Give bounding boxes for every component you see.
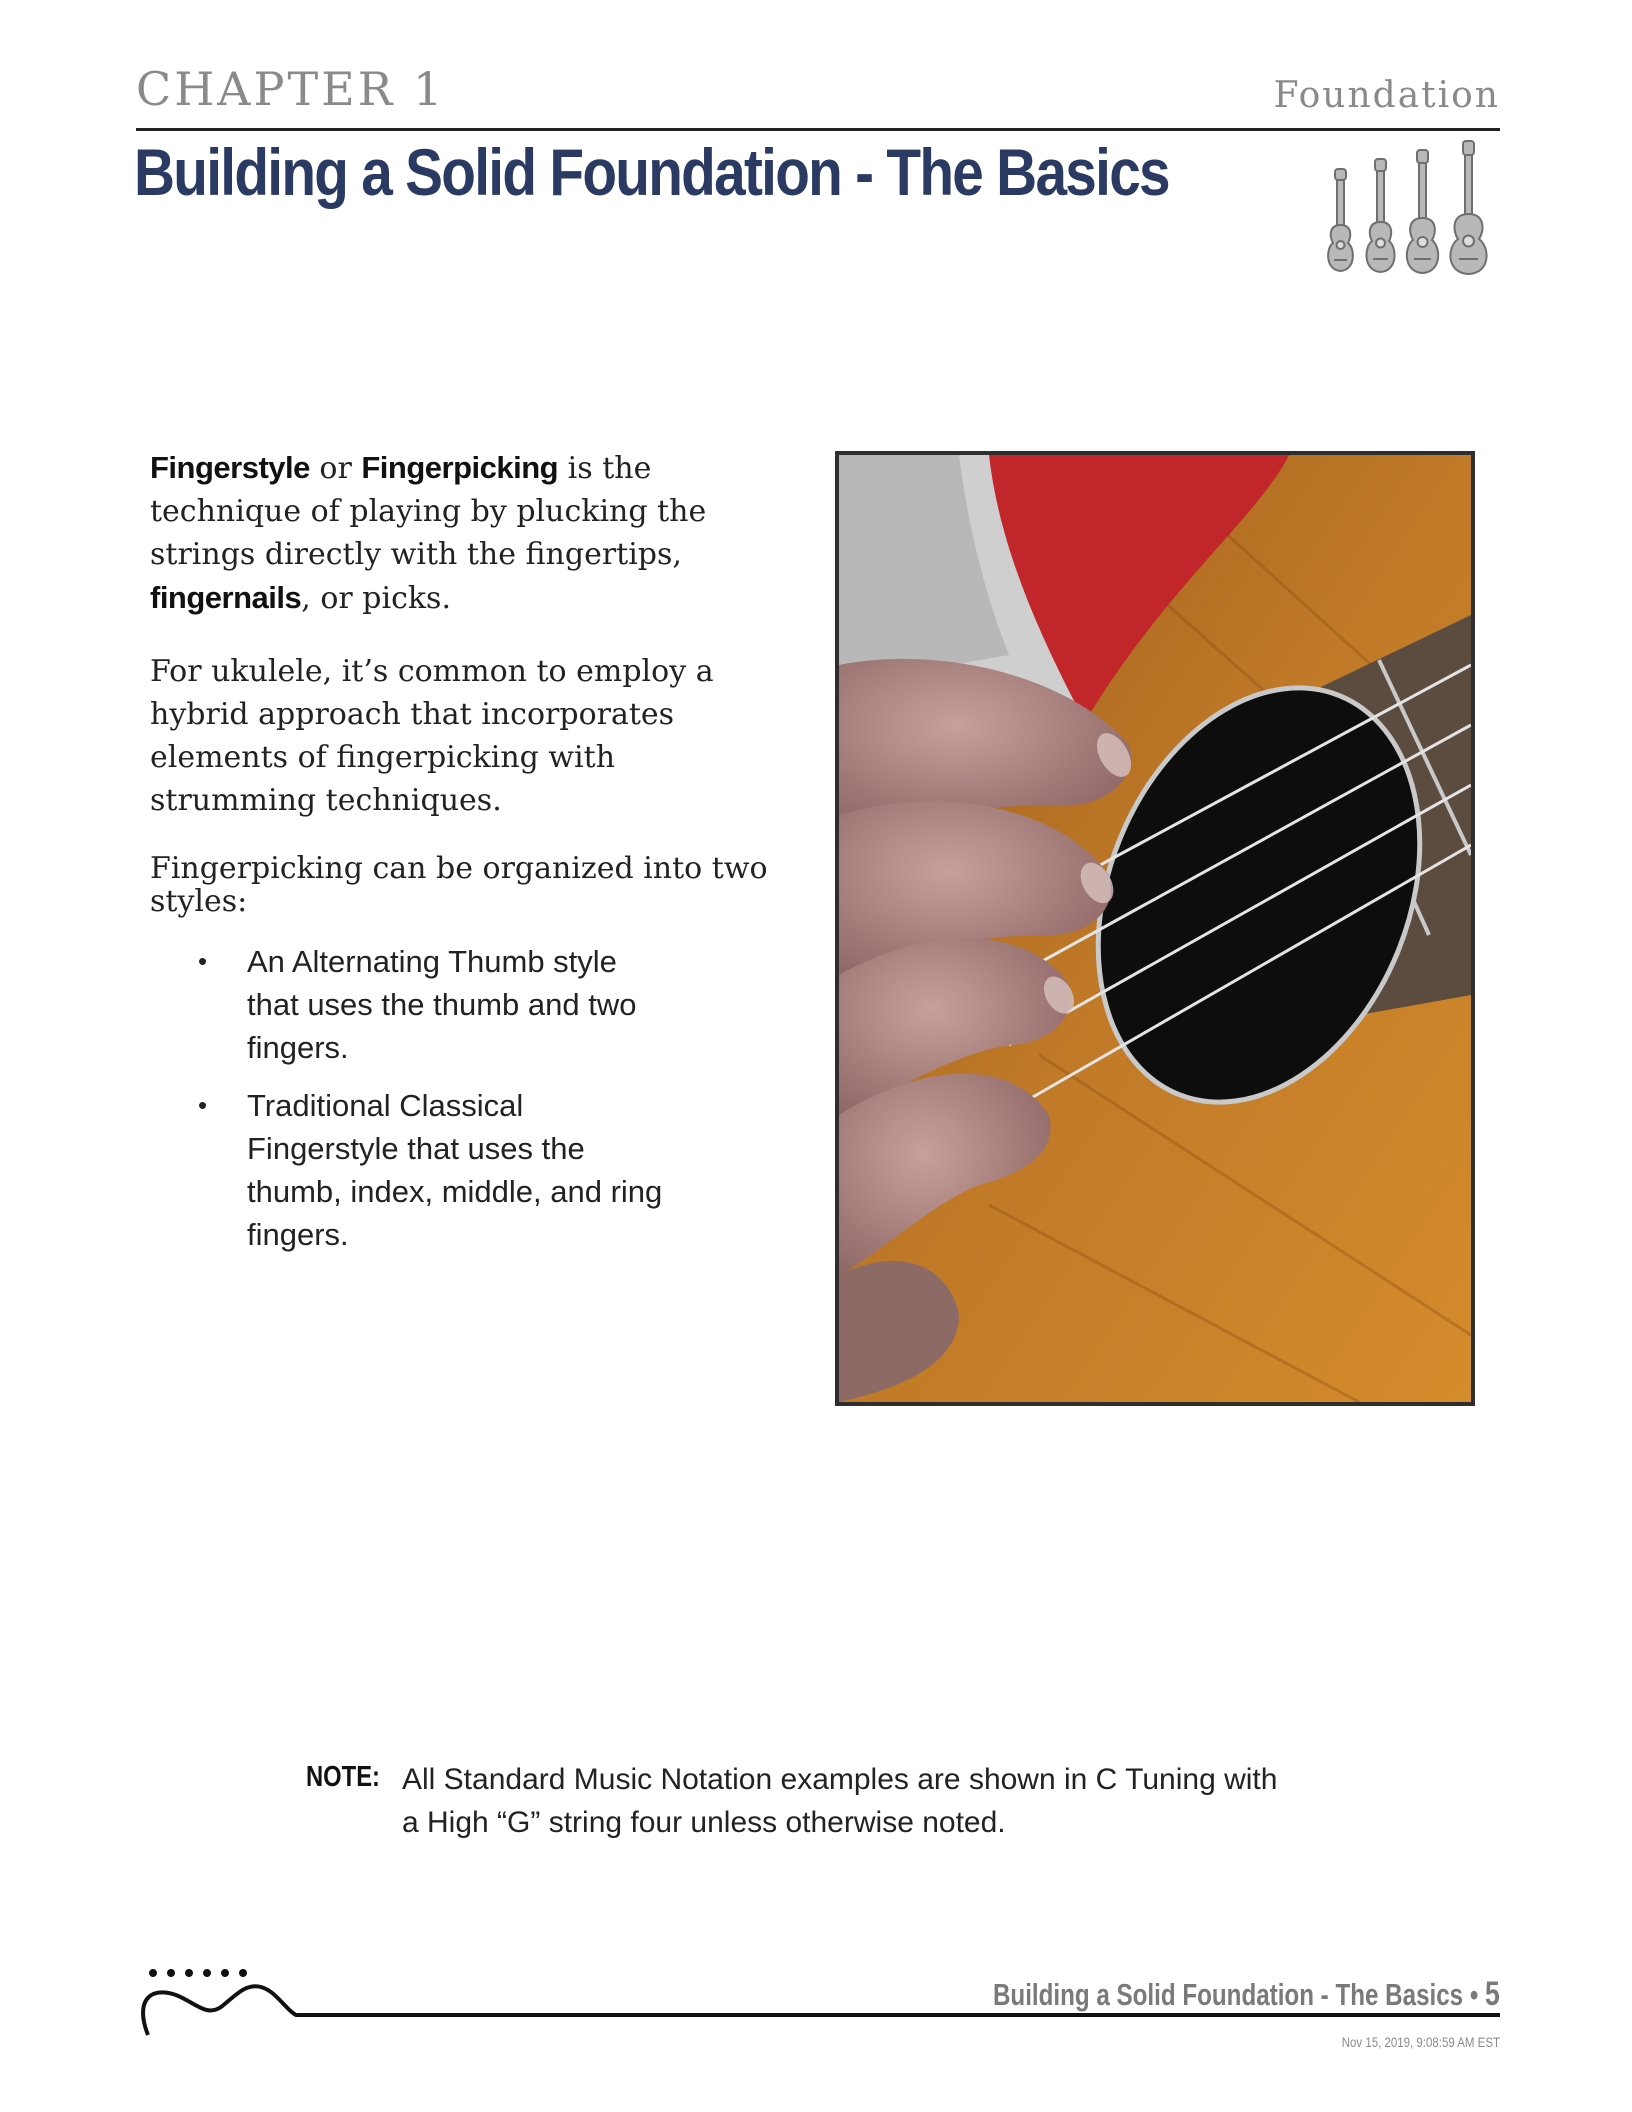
note-text: All Standard Music Notation examples are shown in C Tuning with a High “G” string four unless otherwise noted. [402, 1763, 1278, 1839]
dots-decoration [149, 1969, 247, 1977]
note-label: NOTE: [306, 1761, 380, 1793]
footer-separator: • [1463, 1977, 1486, 2012]
ukulele-icon [1450, 141, 1486, 274]
ukulele-icon [1328, 169, 1353, 271]
bullet-icon: • [198, 1090, 208, 1120]
footer-title: Building a Solid Foundation - The Basics • 5 [993, 1975, 1500, 2013]
styles-list [150, 940, 790, 1256]
bullet-icon: • [198, 946, 208, 976]
page-number: 5 [1485, 1975, 1500, 2013]
page-title: Building a Solid Foundation - The Basics [134, 135, 1169, 209]
intro-text [150, 446, 790, 1271]
keyword-fingerpicking: Fingerpicking [361, 450, 559, 485]
list-item: • Traditional Classical Fingerstyle that uses the thumb, index, middle, and ring fingers. [150, 1084, 677, 1256]
ukulele-icons [1320, 140, 1502, 275]
paragraph-styles: Fingerpicking can be organized into two styles: [150, 851, 768, 919]
ukulele-icon [1407, 150, 1438, 273]
section-label: Foundation [1273, 75, 1500, 116]
paragraph-definition: Fingerstyle or Fingerpicking is the technique of playing by plucking the strings directly with the fingertips, fingernails, or picks. [150, 450, 707, 616]
ukulele-icon [1366, 159, 1394, 272]
paragraph-hybrid: For ukulele, it’s common to employ a hybrid approach that incorporates elements of fingerpicking with strumming techniques. [150, 654, 714, 818]
header-rule [136, 128, 1500, 131]
keyword-fingernails: fingernails [150, 580, 302, 615]
footer-timestamp: Nov 15, 2019, 9:08:59 AM EST [1341, 2034, 1500, 2050]
fingerpicking-photo [835, 451, 1475, 1406]
list-item: • An Alternating Thumb style that uses the thumb and two fingers. [150, 940, 677, 1069]
chapter-label: CHAPTER 1 [136, 62, 446, 116]
keyword-fingerstyle: Fingerstyle [150, 450, 310, 485]
